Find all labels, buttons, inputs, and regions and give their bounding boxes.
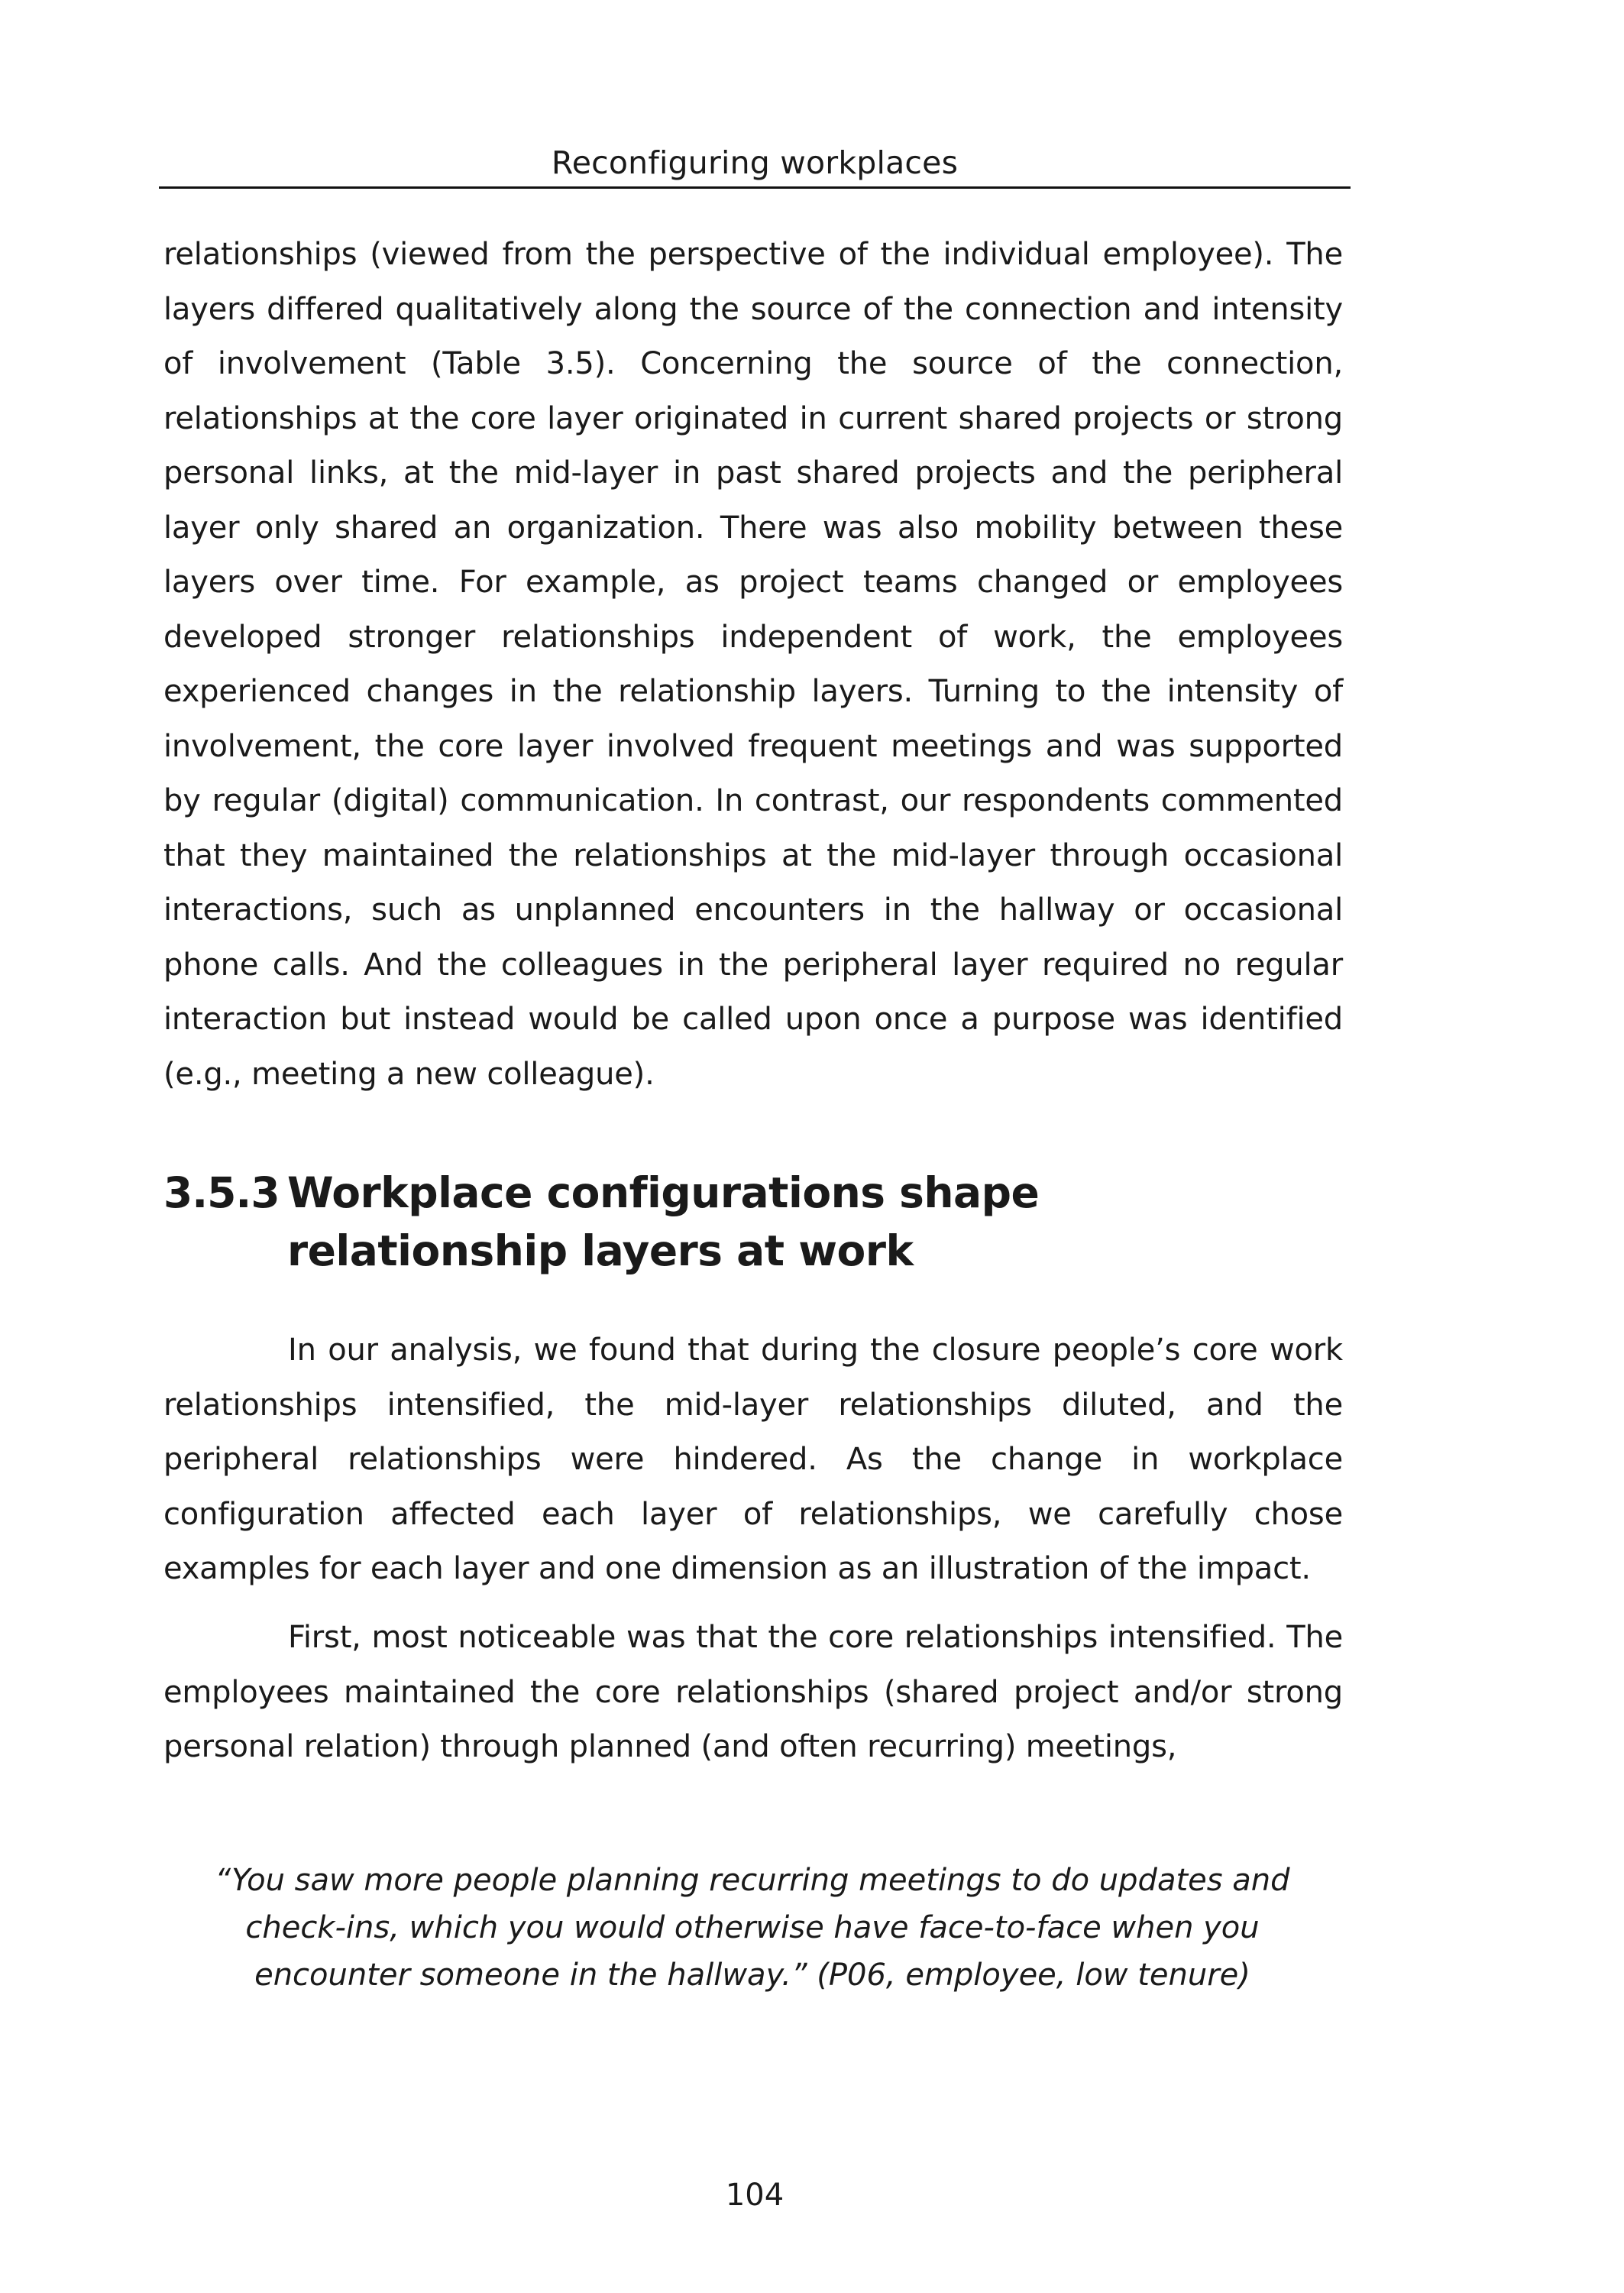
section-number: 3.5.3: [163, 1168, 280, 1217]
interview-quote: “You saw more people planning recurring meetings to do updates and check-ins, which you would otherwise have face-to-face when you encounter someone in the hallway.” (P06, employee, low tenure): [215, 1863, 1290, 1993]
page-number: 104: [725, 2178, 785, 2213]
body-paragraph-1: relationships (viewed from the perspective of the individual employee). The layers differed qualitatively along the source of the connection and intensity of involvement (Table 3.5). Concerning the source of the connection, relationships at the core layer originated in current shared projects or strong personal links, at the mid-layer in past shared projects and the peripheral layer only shared an organization. There was also mobility between these layers over time. For example, as project teams changed or employees developed stronger relationships independent of work, the employees experienced changes in the relationship layers. Turning to the intensity of involvement, the core layer involved frequent meetings and was supported by regular (digital) communication. In contrast, our respondents commented that they maintained the relationships at the mid-layer through occasional interactions, such as unplanned encounters in the hallway or occasional phone calls. And the colleagues in the peripheral layer required no regular interaction but instead would be called upon once a purpose was identified (e.g., meeting a new colleague).: [163, 237, 1343, 1092]
body-paragraph-3: First, most noticeable was that the core relationships intensified. The employees maintained the core relationships (shared project and/or strong personal relation) through planned (and often recurring) meetings,: [163, 1620, 1343, 1764]
section-title: Workplace configurations shape relationship layers at work: [287, 1168, 1040, 1275]
body-paragraph-2: In our analysis, we found that during the closure people’s core work relationships intensified, the mid-layer relationships diluted, and the peripheral relationships were hindered. As the change in workplace configuration affected each layer of relationships, we carefully chose examples for each layer and one dimension as an illustration of the impact.: [163, 1333, 1343, 1586]
header-rule: [159, 186, 1351, 189]
section-heading: [163, 1164, 1355, 1280]
running-header: Reconfiguring workplaces: [551, 144, 959, 181]
